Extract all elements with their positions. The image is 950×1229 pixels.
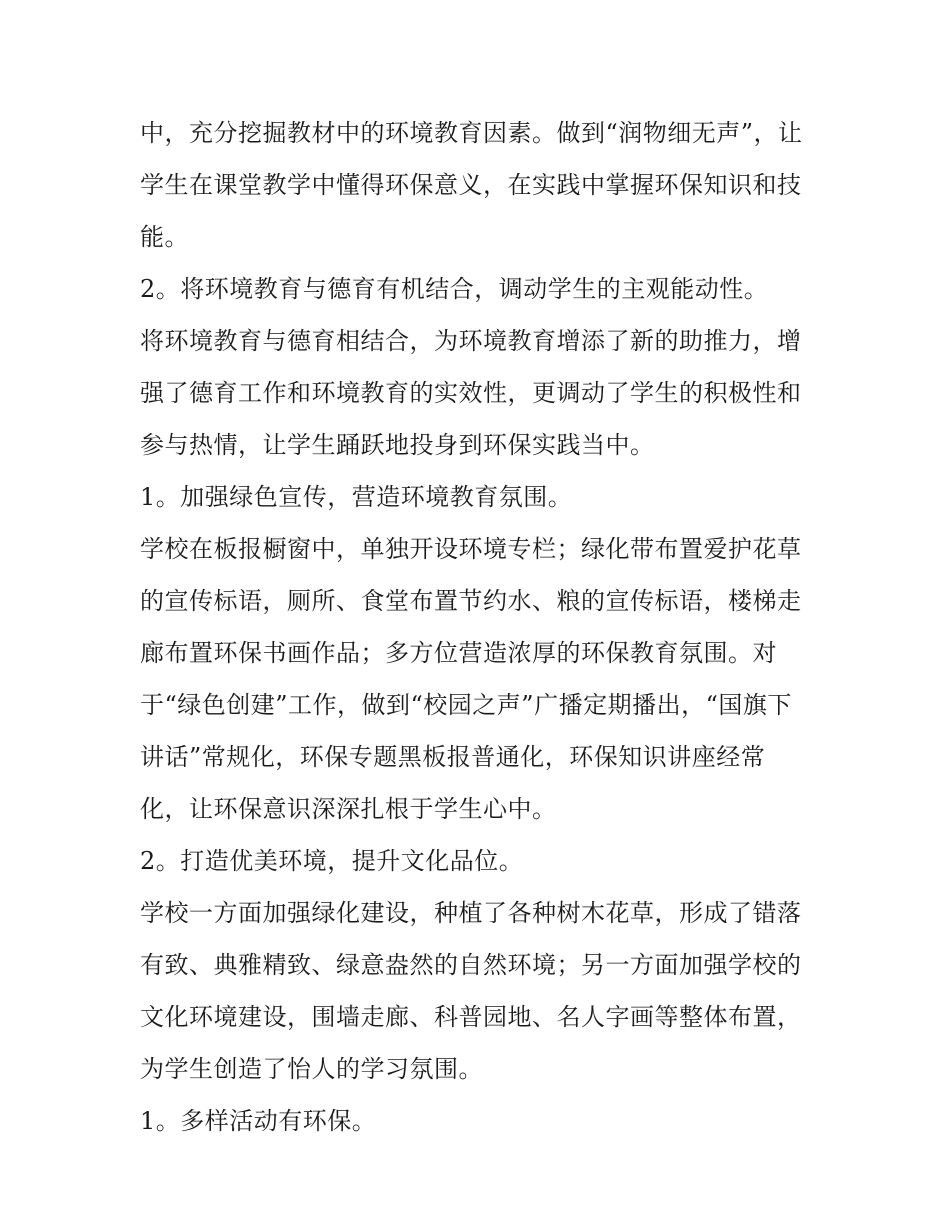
text-line: 文化环境建设，围墙走廊、科普园地、名人字画等整体布置， [140,1003,802,1031]
text-line: 参与热情，让学生踊跃地投身到环保实践当中。 [140,431,655,459]
section-heading: 2。打造优美环境，提升文化品位。 [140,847,524,875]
text-line: 化，让环保意识深深扎根于学生心中。 [140,795,557,823]
text-line: 能。 [140,223,189,251]
text-line: 强了德育工作和环境教育的实效性，更调动了学生的积极性和 [140,379,802,407]
text-line: 于“绿色创建”工作，做到“校园之声”广播定期播出，“国旗下 [140,691,792,719]
text-line: 为学生创造了怡人的学习氛围。 [140,1055,483,1083]
text-line: 学校一方面加强绿化建设，种植了各种树木花草，形成了错落 [140,899,802,927]
text-line: 将环境教育与德育相结合，为环境教育增添了新的助推力，增 [140,327,802,355]
text-line: 学校在板报橱窗中，单独开设环境专栏；绿化带布置爱护花草 [140,535,802,563]
text-line: 廊布置环保书画作品；多方位营造浓厚的环保教育氛围。对 [140,639,777,667]
text-line: 讲话”常规化，环保专题黑板报普通化，环保知识讲座经常 [140,743,766,771]
text-line: 学生在课堂教学中懂得环保意义，在实践中掌握环保知识和技 [140,171,802,199]
text-line: 有致、典雅精致、绿意盎然的自然环境；另一方面加强学校的 [140,951,802,979]
body-text [140,107,820,1147]
text-line: 中，充分挖掘教材中的环境教育因素。做到“润物细无声”，让 [140,119,803,147]
section-heading: 2。将环境教育与德育有机结合，调动学生的主观能动性。 [140,275,769,303]
text-line: 的宣传标语，厕所、食堂布置节约水、粮的宣传标语，楼梯走 [140,587,802,615]
section-heading: 1。多样活动有环保。 [140,1107,377,1135]
section-heading: 1。加强绿色宣传，营造环境教育氛围。 [140,483,573,511]
